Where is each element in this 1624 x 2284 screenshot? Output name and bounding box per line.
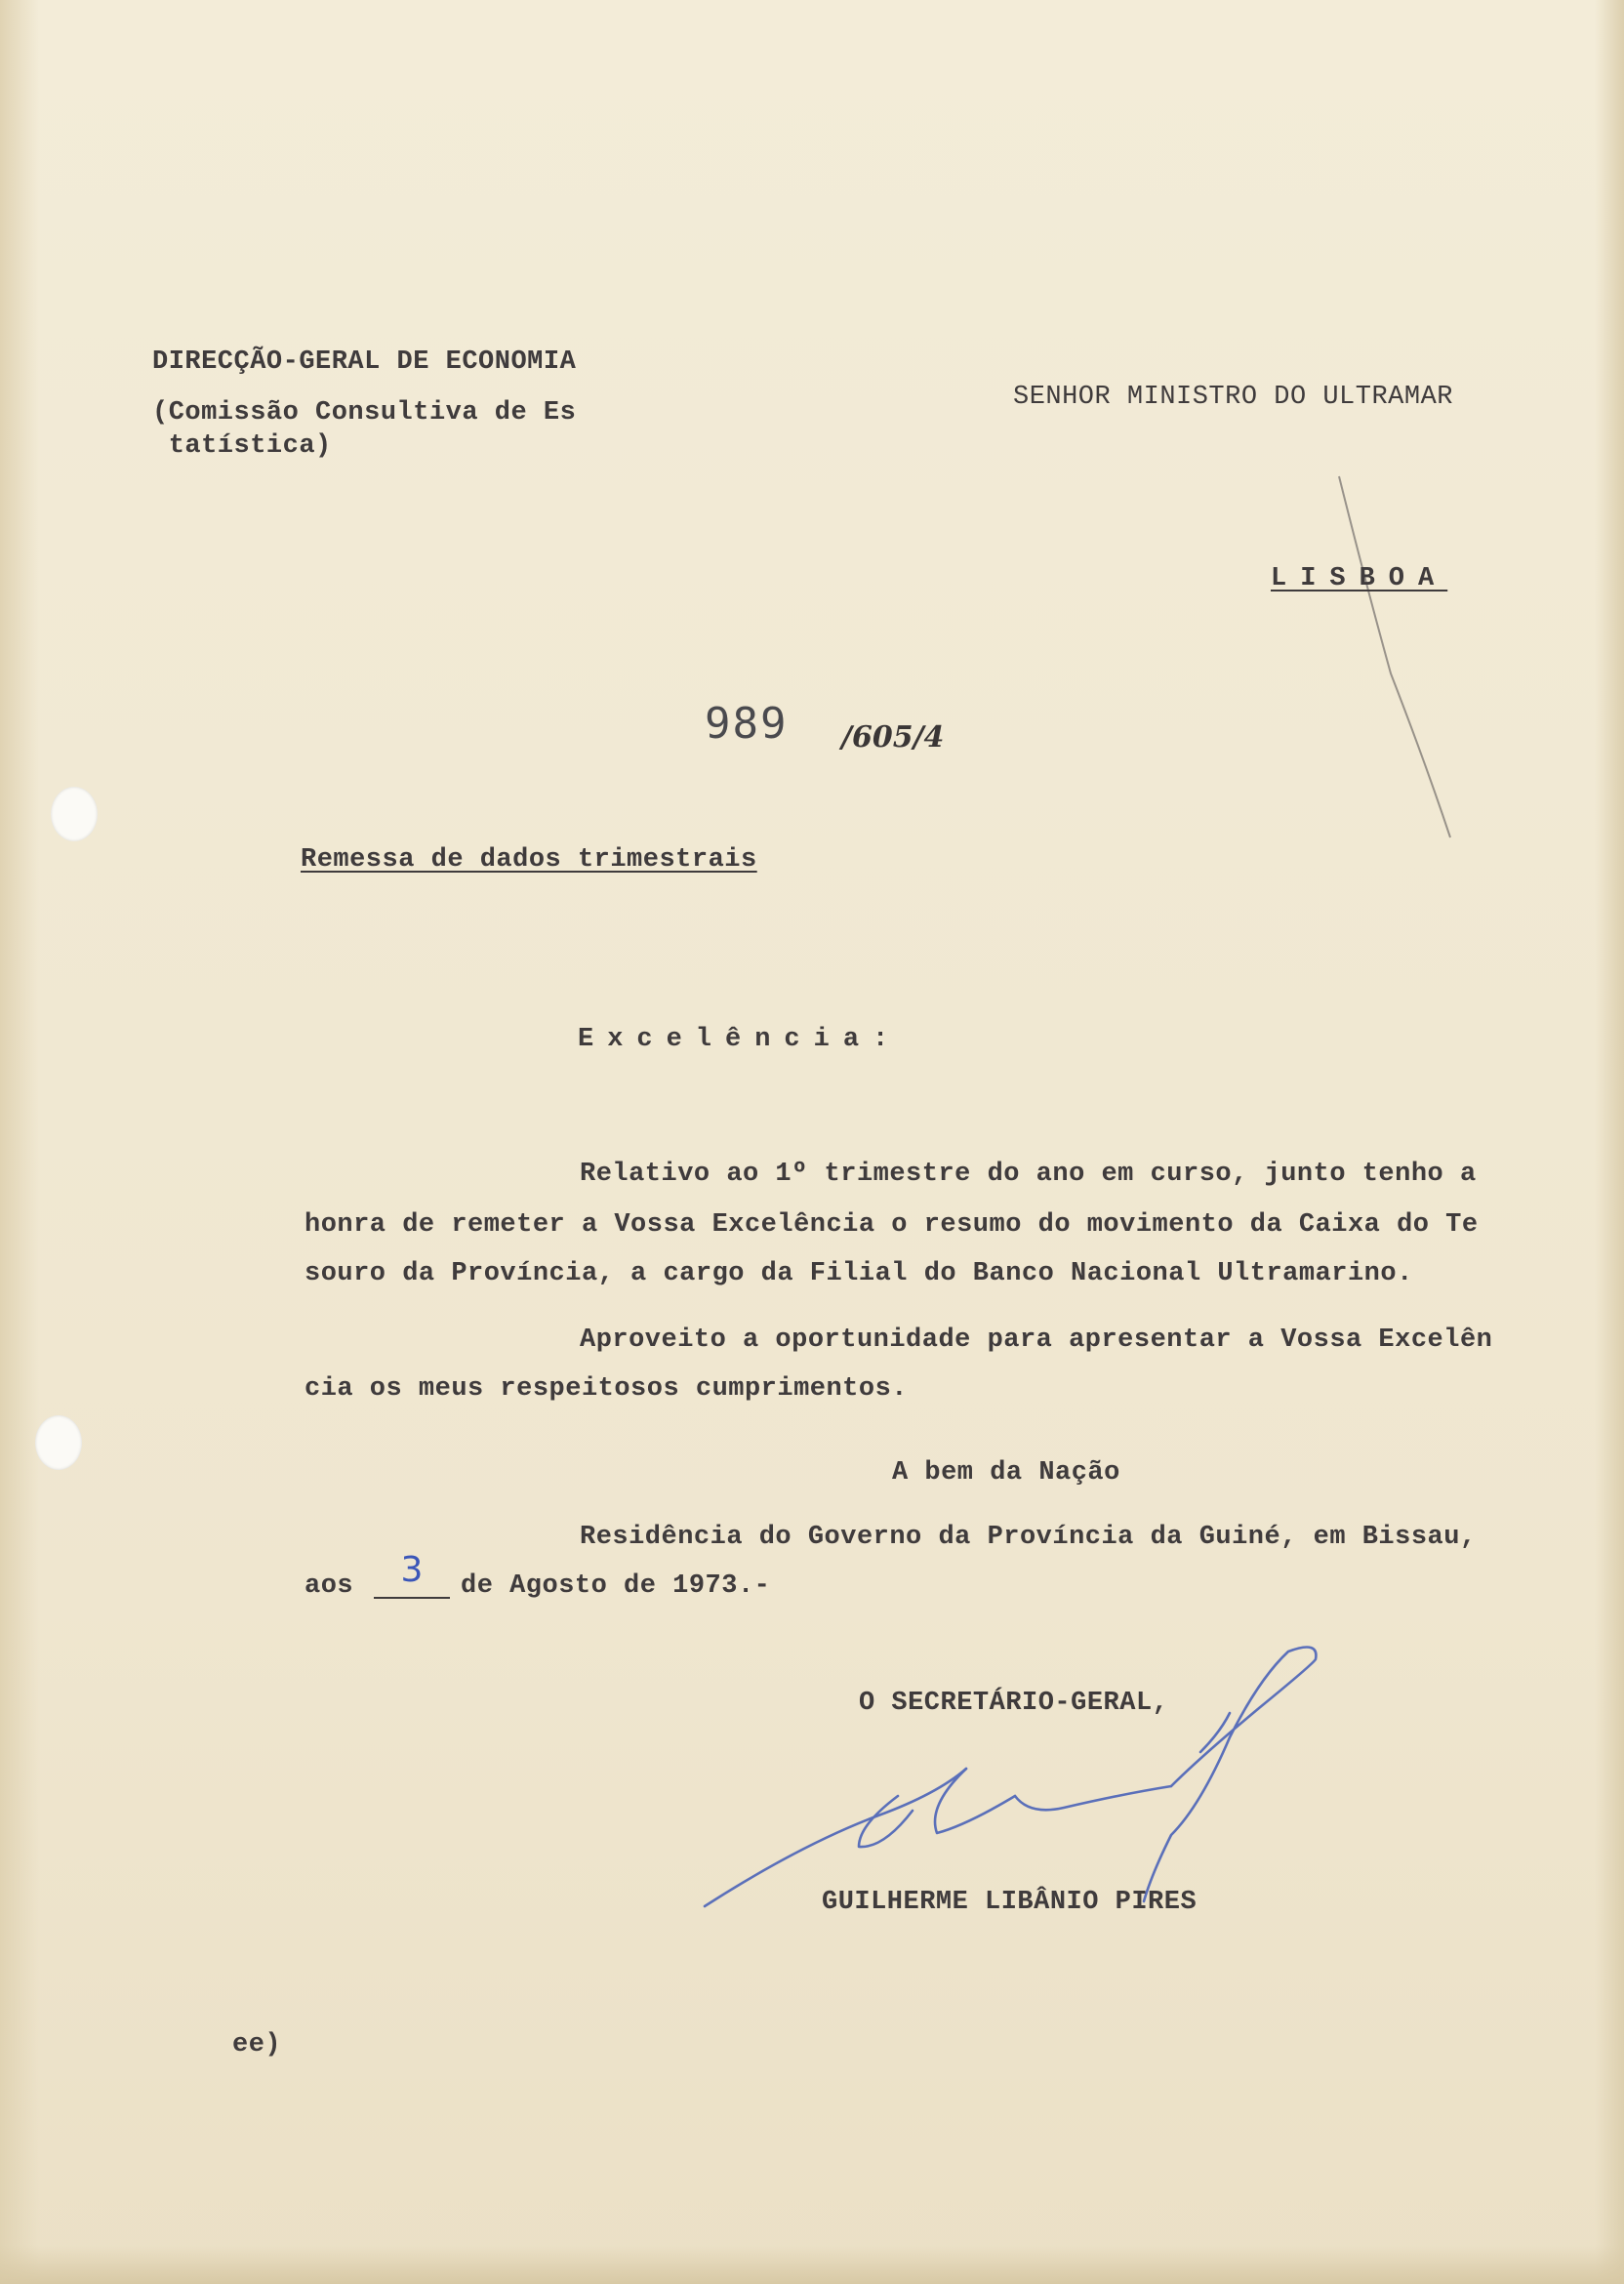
date-day-handwritten: 3	[400, 1550, 424, 1590]
body-p2-line1: Aproveito a oportunidade para apresentar a Vossa Excelên	[580, 1326, 1493, 1355]
closing-place: Residência do Governo da Província da Guiné, em Bissau,	[580, 1523, 1477, 1552]
body-p1-line3: souro da Província, a cargo da Filial do Banco Nacional Ultramarino.	[304, 1259, 1413, 1288]
recipient-city: LISBOA	[1271, 564, 1448, 593]
signatory-title: O SECRETÁRIO-GERAL,	[859, 1689, 1169, 1718]
salutation: Excelência:	[578, 1025, 903, 1054]
body-p1-line2: honra de remeter a Vossa Excelência o resumo do movimento da Caixa do Te	[304, 1210, 1479, 1240]
typist-initials: ee)	[232, 2030, 282, 2060]
date-prefix: aos	[304, 1571, 354, 1601]
body-p2-line2: cia os meus respeitosos cumprimentos.	[304, 1374, 908, 1404]
subject-line: Remessa de dados trimestrais	[301, 845, 757, 875]
recipient: SENHOR MINISTRO DO ULTRAMAR	[1013, 383, 1453, 412]
closing-motto: A bem da Nação	[892, 1458, 1120, 1488]
date-suffix: de Agosto de 1973.-	[461, 1571, 771, 1601]
office-name: DIRECÇÃO-GERAL DE ECONOMIA	[152, 347, 577, 377]
office-subtitle-line1: (Comissão Consultiva de Es	[152, 398, 577, 428]
office-subtitle-line2: tatística)	[152, 431, 332, 461]
reference-number: 989	[705, 699, 789, 749]
body-p1-line1: Relativo ao 1º trimestre do ano em curso, junto tenho a	[580, 1160, 1477, 1189]
reference-suffix: /605/4	[841, 720, 945, 755]
signatory-name: GUILHERME LIBÂNIO PIRES	[822, 1888, 1198, 1917]
